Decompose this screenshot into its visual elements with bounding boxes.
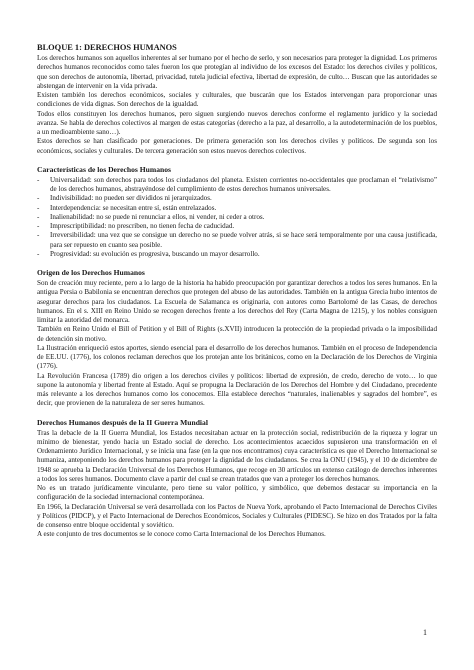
list-item-text: Indivisibilidad: no pueden ser divididos ni jerarquizados. (50, 194, 212, 203)
bullet-marker: - (37, 231, 40, 240)
bullet-marker: - (37, 194, 40, 203)
page-number: 1 (423, 628, 427, 637)
paragraph: Estos derechos se han clasificado por generaciones. De primera generación son los derechos civiles y políticos. De segunda son los económicos, sociales y culturales. De tercera generación son estos nuevos derechos colectivos. (37, 137, 437, 155)
characteristics-list (37, 176, 437, 259)
list-item-text: Irreversibilidad: una vez que se consigue un derecho no se puede volver atrás, si se hace será temporalmente por una causa justificada, para ser repuesto en cuanto sea posible. (50, 231, 437, 249)
paragraph: No es un tratado jurídicamente vinculante, pero tiene su valor político, y simbólico, que debemos destacar su importancia en la configuración de la sociedad internacional contemporánea. (37, 484, 437, 502)
list-item-text: Imprescriptibilidad: no prescriben, no tienen fecha de caducidad. (50, 222, 235, 230)
paragraph: A este conjunto de tres documentos se le conoce como Carta Internacional de los Derechos Humanos. (37, 530, 326, 539)
bullet-marker: - (37, 175, 40, 184)
list-item (37, 204, 437, 213)
paragraph: Existen también los derechos económicos, sociales y culturales, que buscarán que los Estados intervengan para proporcionar unas condiciones de vida dignas. Son derechos de la igualdad. (37, 91, 437, 109)
list-item (37, 222, 437, 231)
bullet-marker: - (37, 249, 40, 258)
bullet-marker: - (37, 212, 40, 221)
list-item (37, 176, 437, 195)
section-heading-origen: Origen de los Derechos Humanos (37, 268, 145, 277)
paragraph: Tras la debacle de la II Guerra Mundial, los Estados necesitaban actuar en la protección social, redistribución de la riqueza y lograr un mínimo de bienestar, yendo hacia un Estado social de derecho. Los acontecimientos acaecidos supusieron una transformación en el Ordenamiento Jurídico Internacional, y se inicia una fase (en la que nos encontramos) cuya característica es que el Derecho Internacional se humaniza, anteponiendo los derechos humanos para proteger la dignidad de los ciudadanos. Se crea la ONU (1945), y el 10 de diciembre de 1948 se aprueba la Declaración Universal de los Derechos Humanos, que recoge en 30 artículos un extenso catálogo de derechos inherentes a todos los seres humanos. Documento clave a partir del cual se crean tratados que van a proteger los derechos humanos. (37, 428, 437, 483)
paragraph: También en Reino Unido el Bill of Petition y el Bill of Rights (s.XVII) introducen la protección de la propiedad privada o la imposibilidad de detención sin motivo. (37, 325, 437, 343)
paragraph: Son de creación muy reciente, pero a lo largo de la historia ha habido preocupación por garantizar derechos a todos los seres humanos. En la antigua Persia o Babilonia se encuentran derechos que protegen del abuso de las autoridades. También en la antigua Grecia hubo intentos de asegurar derechos para los ciudadanos. La Escuela de Salamanca es originaria, con autores como Bartolomé de las Casas, de derechos humanos. En el s. XIII en Reino Unido se recogen derechos frente a los derechos del Rey (Carta Magna de 1215), y los nobles consiguen limitar la autoridad del monarca. (37, 279, 437, 324)
list-item-text: Interdependencia: se necesitan entre sí, están entrelazados. (50, 203, 217, 212)
paragraph: La Ilustración enriqueció estos aportes, siendo esencial para el desarrollo de los derechos humanos. También en el proceso de Independencia de EE.UU. (1776), los colonos reclaman derechos que los protejan ante los británicos, como en la Declaración de los Derechos de Virginia (1776). (37, 343, 437, 371)
document-body (37, 42, 437, 540)
list-item-text: Inalienabilidad: no se puede ni renunciar a ellos, ni vender, ni ceder a otros. (50, 212, 265, 221)
list-item (37, 231, 437, 250)
list-item (37, 213, 437, 222)
bullet-marker: - (37, 203, 40, 212)
section-heading-caracteristicas: Características de los Derechos Humanos (37, 164, 171, 174)
section-title: BLOQUE 1: DERECHOS HUMANOS (37, 43, 177, 52)
section-heading-postguerra: Derechos Humanos después de la II Guerra Mundial (37, 417, 208, 427)
list-item-text: Universalidad: son derechos para todos los ciudadanos del planeta. Existen corrientes no-occidentales que proclaman el “relativismo” de los derechos humanos, abstrayéndose del cumplimiento de estos derechos humanos universales. (50, 175, 437, 193)
list-item (37, 194, 437, 203)
paragraph: En 1966, la Declaración Universal se verá desarrollada con los Pactos de Nueva York, aprobando el Pacto Internacional de Derechos Civiles y Políticos (PIDCP), y el Pacto Internacional de Derechos Económicos, Sociales y Culturales (PIDESC). Se hizo en dos Tratados por la falta de consenso entre bloque occidental y soviético. (37, 502, 437, 529)
list-item (37, 250, 437, 259)
list-item-text: Progresividad: su evolución es progresiva, buscando un mayor desarrollo. (50, 249, 260, 258)
paragraph: La Revolución Francesa (1789) dio origen a los derechos civiles y políticos: libertad de expresión, de credo, derecho de voto… lo que supone la autonomía y libertad frente al Estado. Aquí se propugna la Declaración de los Derechos del Hombre y del Ciudadano, precedente más relevante a los derechos humanos como los conocemos. Ella establece derechos “naturales, inalienables y sagrados del hombre”, es decir, que provienen de la naturaleza de ser seres humanos. (37, 371, 437, 408)
bullet-marker: - (37, 222, 40, 230)
paragraph: Los derechos humanos son aquellos inherentes al ser humano por el hecho de serlo, y son necesarios para proteger la dignidad. Los primeros derechos humanos reconocidos como tales fueron los que protegían al individuo de los excesos del Estado: los derechos civiles y políticos, que son derechos de autonomía, libertad, privacidad, tutela judicial efectiva, libertad de expresión, de culto… Buscan que las autoridades se abstengan de intervenir en la vida privada. (37, 54, 437, 90)
paragraph: Todos ellos constituyen los derechos humanos, pero siguen surgiendo nuevos derechos conforme el reglamento jurídico y la sociedad avanza. Se habla de derechos colectivos al margen de estas categorías (derecho a la paz, al desarrollo, a la autodeterminación de los pueblos, a un medioambiente sano…). (37, 109, 437, 136)
